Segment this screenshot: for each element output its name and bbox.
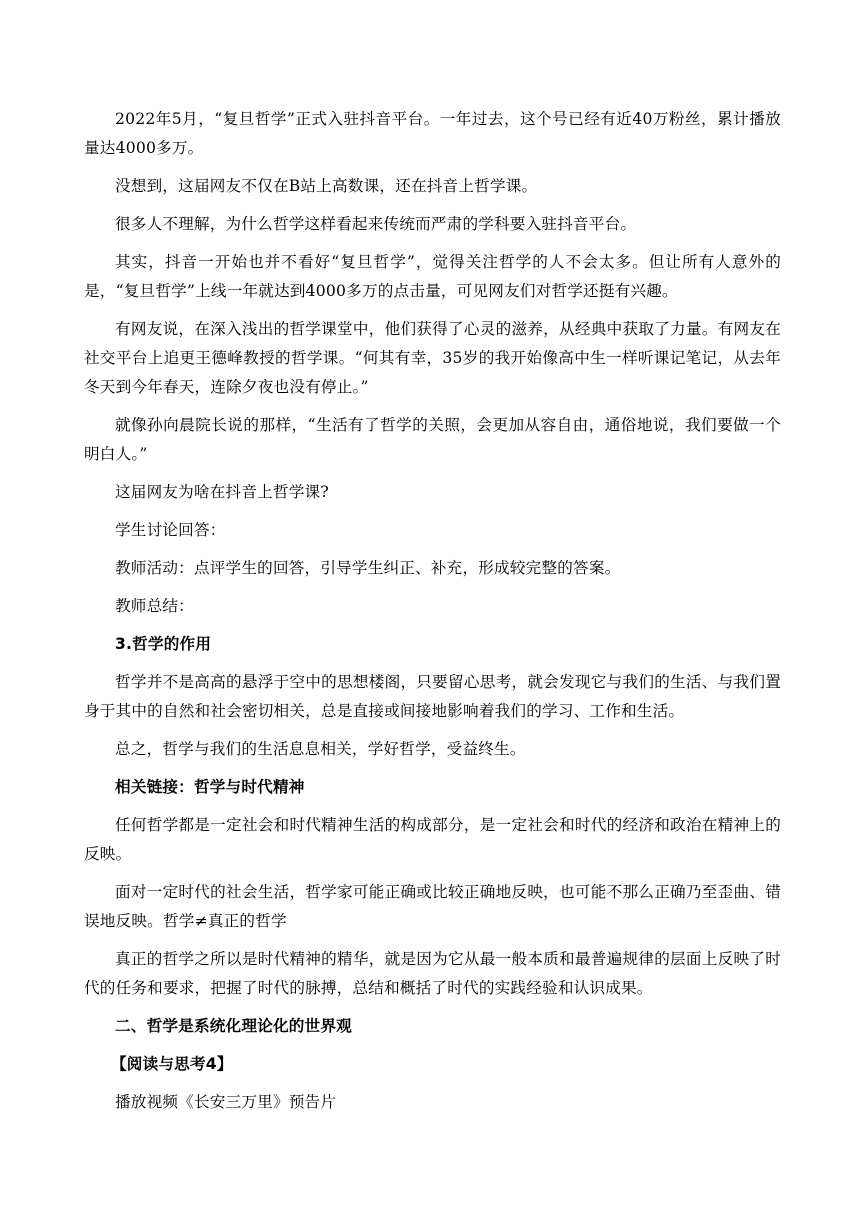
paragraph-facing-social-life: 面对一定时代的社会生活，哲学家可能正确或比较正确地反映，也可能不那么正确乃至歪曲、错误地反映。哲学≠真正的哲学 bbox=[84, 883, 781, 930]
paragraph-in-summary: 总之，哲学与我们的生活息息相关，学好哲学，受益终生。 bbox=[115, 740, 526, 758]
section-heading-philosophy-role: 3.哲学的作用 bbox=[115, 635, 212, 653]
section-heading-worldview: 二、哲学是系统化理论化的世界观 bbox=[115, 1017, 352, 1035]
paragraph-netizen-quote: 有网友说，在深入浅出的哲学课堂中，他们获得了心灵的滋养，从经典中获取了力量。有网友在社交平台上追更王德峰教授的哲学课。“何其有幸，35岁的我开始像高中生一样听课记笔记，从去年冬天到今年春天，连除夕夜也没有停止。” bbox=[84, 320, 781, 396]
paragraph-dean-quote: 就像孙向晨院长说的那样，“生活有了哲学的关照，会更加从容自由，通俗地说，我们要做一个明白人。” bbox=[84, 416, 781, 463]
paragraph-teacher-activity: 教师活动：点评学生的回答，引导学生纠正、补充，形成较完整的答案。 bbox=[115, 559, 621, 577]
paragraph-student-discussion: 学生讨论回答： bbox=[115, 521, 226, 539]
section-heading-related-link: 相关链接：哲学与时代精神 bbox=[115, 778, 305, 796]
paragraph-play-video: 播放视频《长安三万里》预告片 bbox=[115, 1093, 337, 1111]
paragraph-teacher-summary: 教师总结： bbox=[115, 597, 194, 615]
document-body bbox=[84, 105, 781, 1126]
paragraph-fudan-douyin: 2022年5月，“复旦哲学”正式入驻抖音平台。一年过去，这个号已经有近40万粉丝，累计播放量达4000多万。 bbox=[84, 110, 781, 157]
paragraph-true-philosophy: 真正的哲学之所以是时代精神的精华，就是因为它从最一般本质和最普遍规律的层面上反映了时代的任务和要求，把握了时代的脉搏，总结和概括了时代的实践经验和认识成果。 bbox=[84, 950, 781, 997]
paragraph-philosophy-not-tower: 哲学并不是高高的悬浮于空中的思想楼阁，只要留心思考，就会发现它与我们的生活、与我们置身于其中的自然和社会密切相关，总是直接或间接地影响着我们的学习、工作和生活。 bbox=[84, 673, 781, 720]
paragraph-many-dont-understand: 很多人不理解，为什么哲学这样看起来传统而严肃的学科要入驻抖音平台。 bbox=[115, 215, 637, 233]
paragraph-any-philosophy: 任何哲学都是一定社会和时代精神生活的构成部分，是一定社会和时代的经济和政治在精神上的反映。 bbox=[84, 816, 781, 863]
paragraph-question: 这届网友为啥在抖音上哲学课? bbox=[115, 483, 329, 501]
paragraph-douyin-doubt: 其实，抖音一开始也并不看好“复旦哲学”，觉得关注哲学的人不会太多。但让所有人意外的是，“复旦哲学”上线一年就达到4000多万的点击量，可见网友们对哲学还挺有兴趣。 bbox=[84, 253, 781, 300]
section-heading-reading-thinking: 【阅读与思考4】 bbox=[111, 1055, 233, 1073]
paragraph-netizens-class: 没想到，这届网友不仅在B站上高数课，还在抖音上哲学课。 bbox=[115, 177, 538, 195]
